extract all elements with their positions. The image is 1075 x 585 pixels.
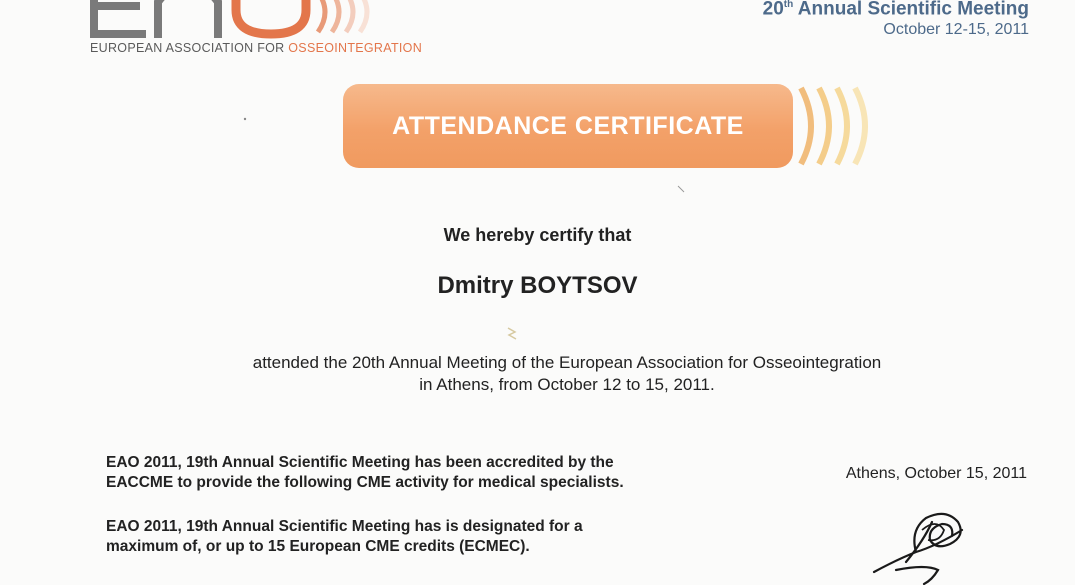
accreditation-line-1: EAO 2011, 19th Annual Scientific Meeting has been accredited by the <box>106 454 614 471</box>
designation-line-1: EAO 2011, 19th Annual Scientific Meeting has is designated for a <box>106 518 583 535</box>
meeting-title-rest: Annual Scientific Meeting <box>793 0 1029 20</box>
banner-arcs-icon <box>795 84 895 168</box>
meeting-ordinal-number: 20 <box>762 0 784 20</box>
paper-speck-icon <box>676 184 686 194</box>
logo-subtitle-part1: EUROPEAN ASSOCIATION FOR <box>90 41 289 55</box>
attendance-line-2: in Athens, from October 12 to 15, 2011. <box>419 375 715 394</box>
eao-logo-mark <box>86 0 406 42</box>
eao-logo <box>86 0 423 62</box>
banner-title: ATTENDANCE CERTIFICATE <box>392 111 744 140</box>
certify-statement: We hereby certify that <box>443 225 632 245</box>
meeting-ordinal-suffix: th <box>783 0 794 10</box>
accreditation-text <box>106 453 624 493</box>
logo-subtitle <box>90 41 422 55</box>
paper-speck-icon <box>505 326 519 342</box>
attendance-line-1: attended the 20th Annual Meeting of the European Association for Osseointegration <box>252 353 882 372</box>
paper-speck-icon <box>242 116 248 122</box>
recipient-name: Dmitry BOYTSOV <box>437 272 638 299</box>
accreditation-line-2: EACCME to provide the following CME activity for medical specialists. <box>106 474 624 491</box>
meeting-info <box>763 0 1029 40</box>
place-and-date: Athens, October 15, 2011 <box>845 465 1027 482</box>
signature-icon <box>866 500 976 585</box>
meeting-dates: October 12-15, 2011 <box>883 21 1029 39</box>
meeting-title <box>763 0 1029 20</box>
attendance-statement <box>0 352 1075 396</box>
logo-subtitle-part2: OSSEOINTEGRATION <box>288 41 423 55</box>
designation-line-2: maximum of, or up to 15 European CME credits (ECMEC). <box>106 538 530 555</box>
certificate-banner <box>343 84 793 168</box>
designation-text <box>106 517 583 557</box>
